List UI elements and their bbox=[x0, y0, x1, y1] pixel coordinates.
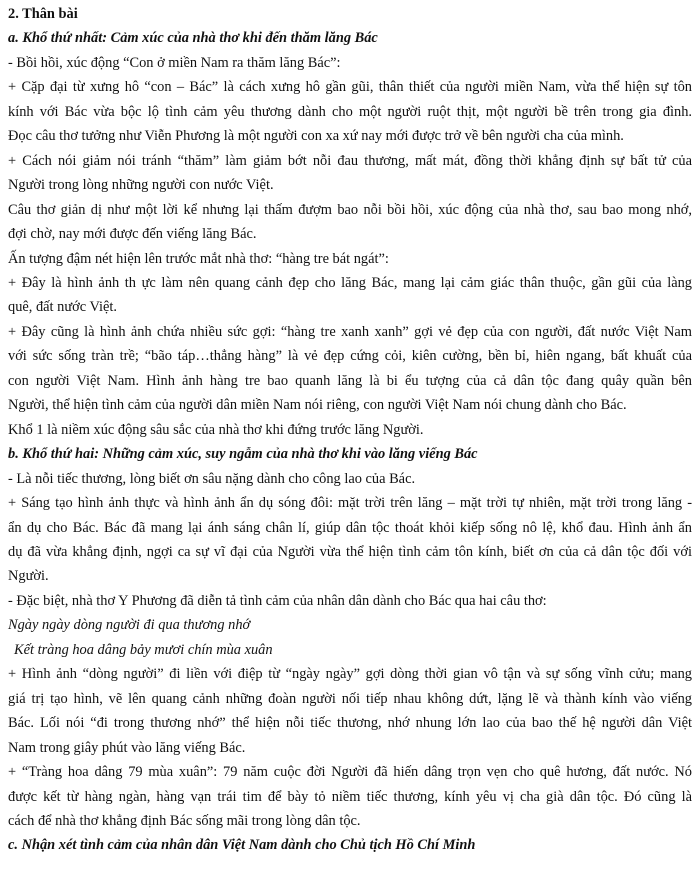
section-heading: c. Nhận xét tình cảm của nhân dân Việt Nam dành cho Chủ tịch Hồ Chí Minh bbox=[8, 837, 476, 854]
text-line: Người. bbox=[8, 568, 49, 585]
text-line: Nam trong giây phút vào lăng viếng Bác. bbox=[8, 739, 246, 756]
text-line: - Đặc biệt, nhà thơ Y Phương đã diễn tả tình cảm của nhân dân dành cho Bác qua hai câu thơ: bbox=[8, 592, 547, 609]
text-line: với sức sống tràn trề; “bão táp…thẳng hàng” là vẻ đẹp cứng cỏi, kiên cường, bền bỉ, hiên ngang, bất khuất của bbox=[8, 348, 692, 365]
text-line: Câu thơ giản dị như một lời kể nhưng lại thấm đượm bao nỗi bồi hồi, xúc động của nhà thơ, sau bao mong nhớ, bbox=[8, 201, 692, 218]
section-heading: a. Khổ thứ nhất: Cảm xúc của nhà thơ khi đến thăm lăng Bác bbox=[8, 30, 378, 47]
text-line: + Hình ảnh “dòng người” đi liền với điệp từ “ngày ngày” gợi dòng thời gian vô tận và sự sống vĩnh cửu; mang bbox=[8, 666, 692, 683]
text-line: Người trong lòng những người con nước Việt. bbox=[8, 177, 274, 194]
document-page bbox=[8, 2, 692, 858]
text-line: dụ đã vừa khẳng định, ngợi ca sự vĩ đại của Người vừa thể hiện tình cảm tôn kính, biết ơn của cả dân tộc đối với bbox=[8, 543, 692, 560]
poem-line: Ngày ngày dòng người đi qua thương nhớ bbox=[8, 617, 251, 634]
text-line: quê, đất nước Việt. bbox=[8, 299, 117, 316]
text-line: Bác. Lối nói “đi trong thương nhớ” thể hiện nỗi tiếc thương, nhớ nhung lớn lao của bao thế hệ người dân Việt bbox=[8, 715, 692, 732]
text-line: giá trị tạo hình, vẽ lên quang cảnh những đoàn người nối tiếp nhau không dứt, lặng lẽ và thành kính vào viếng bbox=[8, 690, 692, 707]
text-line: - Bồi hồi, xúc động “Con ở miền Nam ra thăm lăng Bác”: bbox=[8, 54, 341, 71]
poem-line: Kết tràng hoa dâng bảy mươi chín mùa xuân bbox=[14, 641, 273, 658]
text-line: + Sáng tạo hình ảnh thực và hình ảnh ẩn dụ sóng đôi: mặt trời trên lăng – mặt trời tự nhiên, mặt trời trong lăng - bbox=[8, 495, 692, 512]
text-line: đợi chờ, nay mới được đến viếng lăng Bác. bbox=[8, 226, 257, 243]
section-heading: b. Khổ thứ hai: Những cảm xúc, suy ngẫm của nhà thơ khi vào lăng viếng Bác bbox=[8, 446, 478, 463]
text-line: con người Việt Nam. Hình ảnh hàng tre bao quanh lăng là bi ểu tượng của cả dân tộc đang quây quần bên bbox=[8, 372, 692, 389]
text-line: + “Tràng hoa dâng 79 mùa xuân”: 79 năm cuộc đời Người đã hiến dâng trọn vẹn cho quê hương, đất nước. Nó bbox=[8, 764, 692, 781]
text-line: Khổ 1 là niềm xúc động sâu sắc của nhà thơ khi đứng trước lăng Người. bbox=[8, 421, 424, 438]
text-line: Đọc câu thơ tưởng như Viễn Phương là một người con xa xứ nay mới được trở về bên người cha của mình. bbox=[8, 128, 624, 145]
section-heading: 2. Thân bài bbox=[8, 6, 78, 22]
text-line: + Cặp đại từ xưng hô “con – Bác” là cách xưng hô gần gũi, thân thiết của người miền Nam, vừa thể hiện sự tôn bbox=[8, 79, 692, 96]
text-line: cách để nhà thơ khẳng định Bác sống mãi trong lòng dân tộc. bbox=[8, 812, 361, 829]
text-line: + Đây cũng là hình ảnh chứa nhiều sức gợi: “hàng tre xanh xanh” gợi vẻ đẹp của con người, đất nước Việt Nam bbox=[8, 323, 692, 340]
text-line: + Cách nói giảm nói tránh “thăm” làm giảm bớt nỗi đau thương, mất mát, đồng thời khẳng định sự bất tử của bbox=[8, 152, 692, 169]
text-line: được kết từ hàng ngàn, hàng vạn trái tim để bày tỏ niềm tiếc thương, kính yêu vị cha già dân tộc. Đó cũng là bbox=[8, 788, 692, 805]
text-line: kính với Bác vừa bộc lộ tình cảm yêu thương dành cho một người ruột thịt, một người bề trên trong gia đình. bbox=[8, 103, 692, 120]
text-line: - Là nỗi tiếc thương, lòng biết ơn sâu nặng dành cho công lao của Bác. bbox=[8, 470, 416, 487]
text-line: Người, thể hiện tình cảm của người dân miền Nam nói riêng, con người Việt Nam nói chung dành cho Bác. bbox=[8, 397, 627, 414]
text-line: Ấn tượng đậm nét hiện lên trước mắt nhà thơ: “hàng tre bát ngát”: bbox=[8, 250, 389, 267]
text-line: ẩn dụ cho Bác. Bác đã mang lại ánh sáng chân lí, giúp dân tộc thoát khỏi kiếp sống nô lệ, khổ đau. Hình ảnh ẩn bbox=[8, 519, 692, 536]
document-body bbox=[8, 2, 692, 858]
text-line: + Đây là hình ảnh th ực làm nên quang cảnh đẹp cho lăng Bác, mang lại cảm giác thân thuộc, gần gũi của làng bbox=[8, 274, 692, 291]
